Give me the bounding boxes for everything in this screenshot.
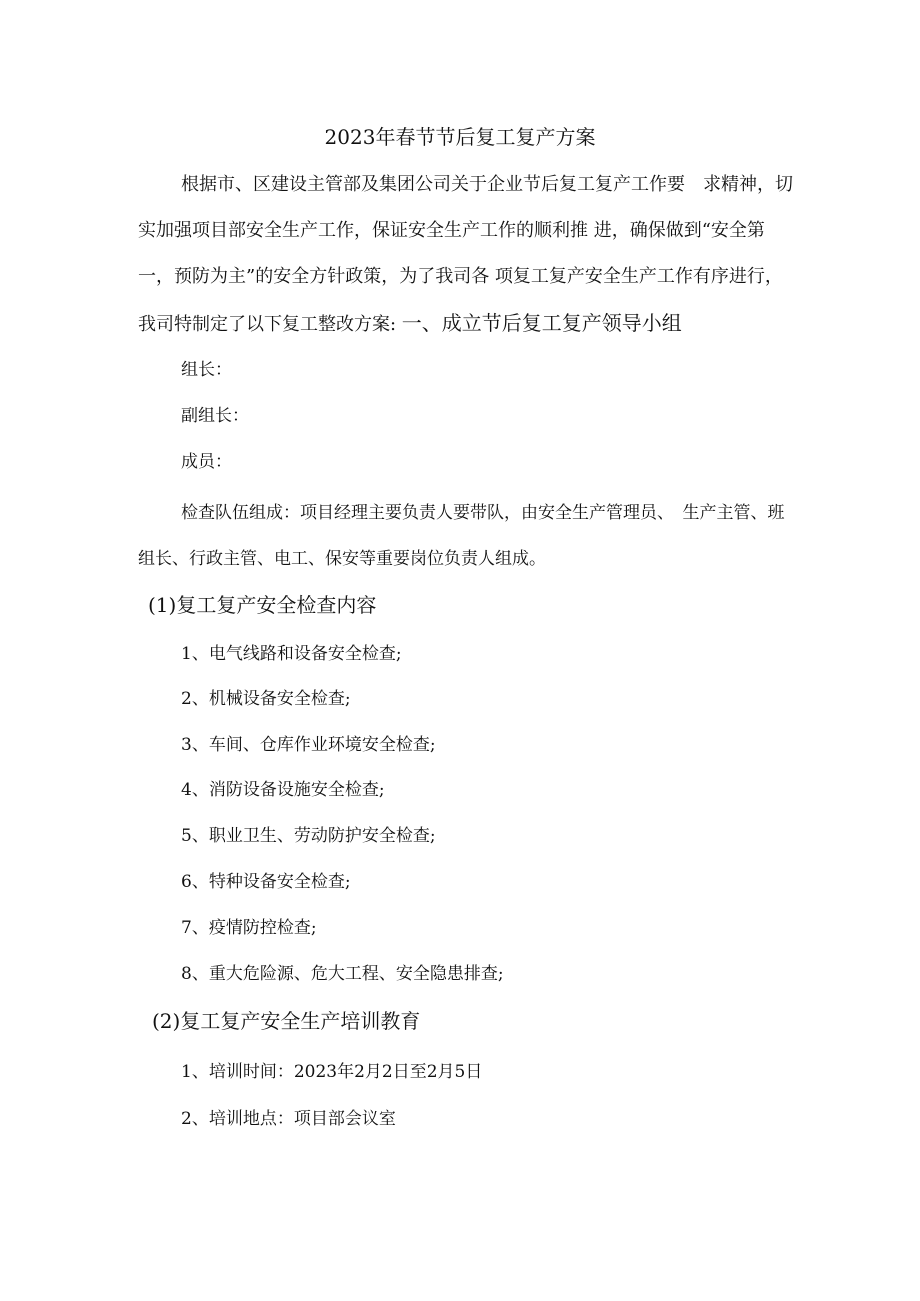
check-item-7: 7、疫情防控检查; — [181, 918, 317, 938]
training-location: 2、培训地点：项目部会议室 — [181, 1109, 396, 1129]
section-1-heading: (1)复工复产安全检查内容 — [148, 593, 377, 617]
check-item-8: 8、重大危险源、危大工程、安全隐患排查; — [181, 964, 504, 984]
training-time: 1、培训时间：2023年2月2日至2月5日 — [181, 1062, 483, 1082]
deputy-leader-label: 副组长： — [181, 406, 249, 426]
check-item-2: 2、机械设备安全检查; — [181, 689, 351, 709]
leader-label: 组长： — [181, 360, 232, 380]
section-2-heading: (2)复工复产安全生产培训教育 — [152, 1009, 421, 1033]
inspection-team-paragraph: 检查队伍组成：项目经理主要负责人要带队，由安全生产管理员、 生产主管、班组长、行政主管、电工、保安等重要岗位负责人组成。 — [138, 503, 785, 569]
check-item-6: 6、特种设备安全检查; — [181, 872, 351, 892]
members-label: 成员： — [181, 452, 232, 472]
document-title: 2023年春节节后复工复产方案 — [324, 125, 596, 149]
check-item-1: 1、电气线路和设备安全检查; — [181, 644, 402, 664]
check-item-5: 5、职业卫生、劳动防护安全检查; — [181, 826, 436, 846]
intro-paragraph — [138, 162, 798, 348]
check-item-3: 3、车间、仓库作业环境安全检查; — [181, 735, 436, 755]
leadership-group-heading: 一、成立节后复工复产领导小组 — [401, 311, 682, 335]
check-item-4: 4、消防设备设施安全检查; — [181, 780, 385, 800]
intro-text: 根据市、区建设主管部及集团公司关于企业节后复工复产工作要 求精神，切实加强项目部安全生产工作，保证安全生产工作的顺利推 进，确保做到“安全第一，预防为主”的安全方针政策，为了我司各 项复工复产安全生产工作有序进行，我司特制定了以下复工整改方案: — [138, 174, 793, 335]
